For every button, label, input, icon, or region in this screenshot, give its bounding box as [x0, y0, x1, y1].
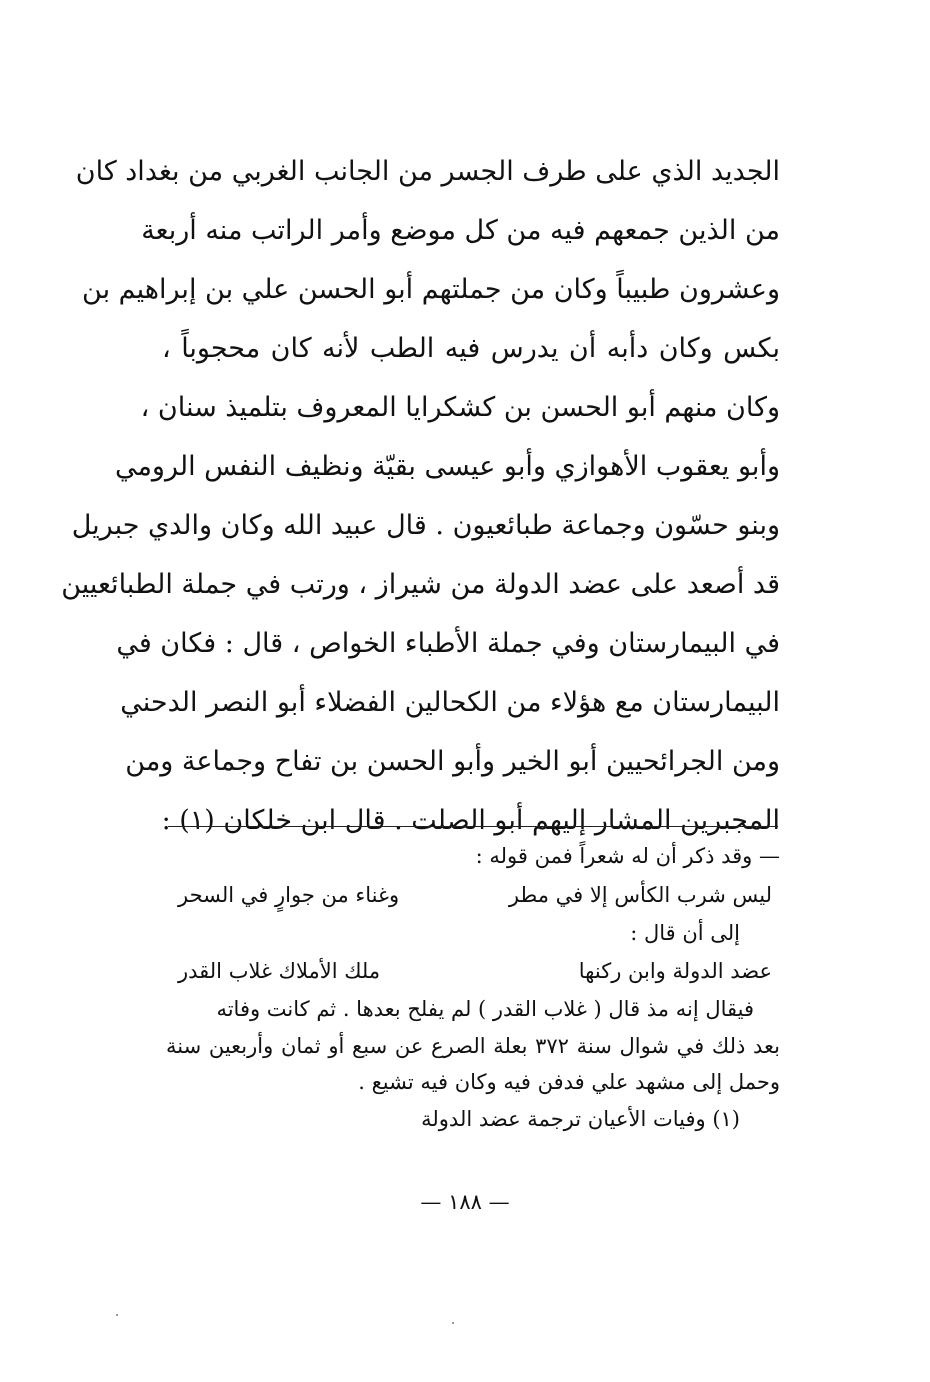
main-text-line: في البيمارستان وفي جملة الأطباء الخواص ، قال : فكان في: [116, 628, 780, 659]
scan-speck: [452, 1322, 454, 1324]
main-text-line: وكان منهم أبو الحسن بن كشكرايا المعروف بتلميذ سنان ،: [140, 392, 780, 423]
footnote-prose-line: وحمل إلى مشهد علي فدفن فيه وكان فيه تشيع .: [358, 1070, 780, 1094]
footnote-transition: إلى أن قال :: [630, 920, 740, 945]
main-text-line: وأبو يعقوب الأهوازي وأبو عيسى بقيّة ونظيف النفس الرومي: [114, 451, 780, 482]
scan-speck: [116, 1314, 118, 1316]
main-text-line: وعشرون طبيباً وكان من جملتهم أبو الحسن علي بن إبراهيم بن: [82, 274, 780, 305]
main-text-line: وبنو حسّون وجماعة طبائعيون . قال عبيد الله وكان والدي جبريل: [71, 510, 780, 541]
main-text-line: المجبرين المشار إليهم أبو الصلت . قال ابن خلكان (١) :: [161, 805, 780, 836]
verse-hemistich-right: ليس شرب الكأس إلا في مطر: [508, 882, 772, 907]
footnote-intro: — وقد ذكر أن له شعراً فمن قوله :: [475, 844, 780, 868]
footnote-prose-line: بعد ذلك في شوال سنة ٣٧٢ بعلة الصرع عن سبع أو ثمان وأربعين سنة: [166, 1033, 781, 1058]
footnote-divider: [168, 826, 778, 827]
footnote-prose-line: فيقال إنه مذ قال ( غلاب القدر ) لم يفلح بعدها . ثم كانت وفاته: [216, 997, 754, 1021]
main-text-line: بكس وكان دأبه أن يدرس فيه الطب لأنه كان محجوباً ،: [162, 333, 780, 364]
main-text-line: قد أصعد على عضد الدولة من شيراز ، ورتب في جملة الطبائعيين: [61, 569, 780, 600]
poem-verse: [166, 875, 780, 915]
footnote-block: [166, 838, 780, 1137]
page-number: — ١٨٨ —: [420, 1190, 510, 1214]
verse-hemistich-left: وغناء من جوارٍ في السحر: [178, 882, 400, 907]
verse-hemistich-right: عضد الدولة وابن ركنها: [578, 959, 772, 983]
main-text-block: [61, 142, 780, 850]
main-text-line: من الذين جمعهم فيه من كل موضع وأمر الراتب منه أربعة: [141, 215, 780, 246]
verse-hemistich-left: ملك الأملاك غلاب القدر: [178, 959, 381, 983]
main-text-line: البيمارستان مع هؤلاء من الكحالين الفضلاء أبو النصر الدحني: [120, 687, 780, 718]
poem-verse: [166, 951, 780, 991]
main-text-line: الجديد الذي على طرف الجسر من الجانب الغربي من بغداد كان: [75, 156, 780, 187]
footnote-source: (١) وفيات الأعيان ترجمة عضد الدولة: [421, 1106, 740, 1131]
main-text-line: ومن الجرائحيين أبو الخير وأبو الحسن بن تفاح وجماعة ومن: [125, 746, 780, 777]
